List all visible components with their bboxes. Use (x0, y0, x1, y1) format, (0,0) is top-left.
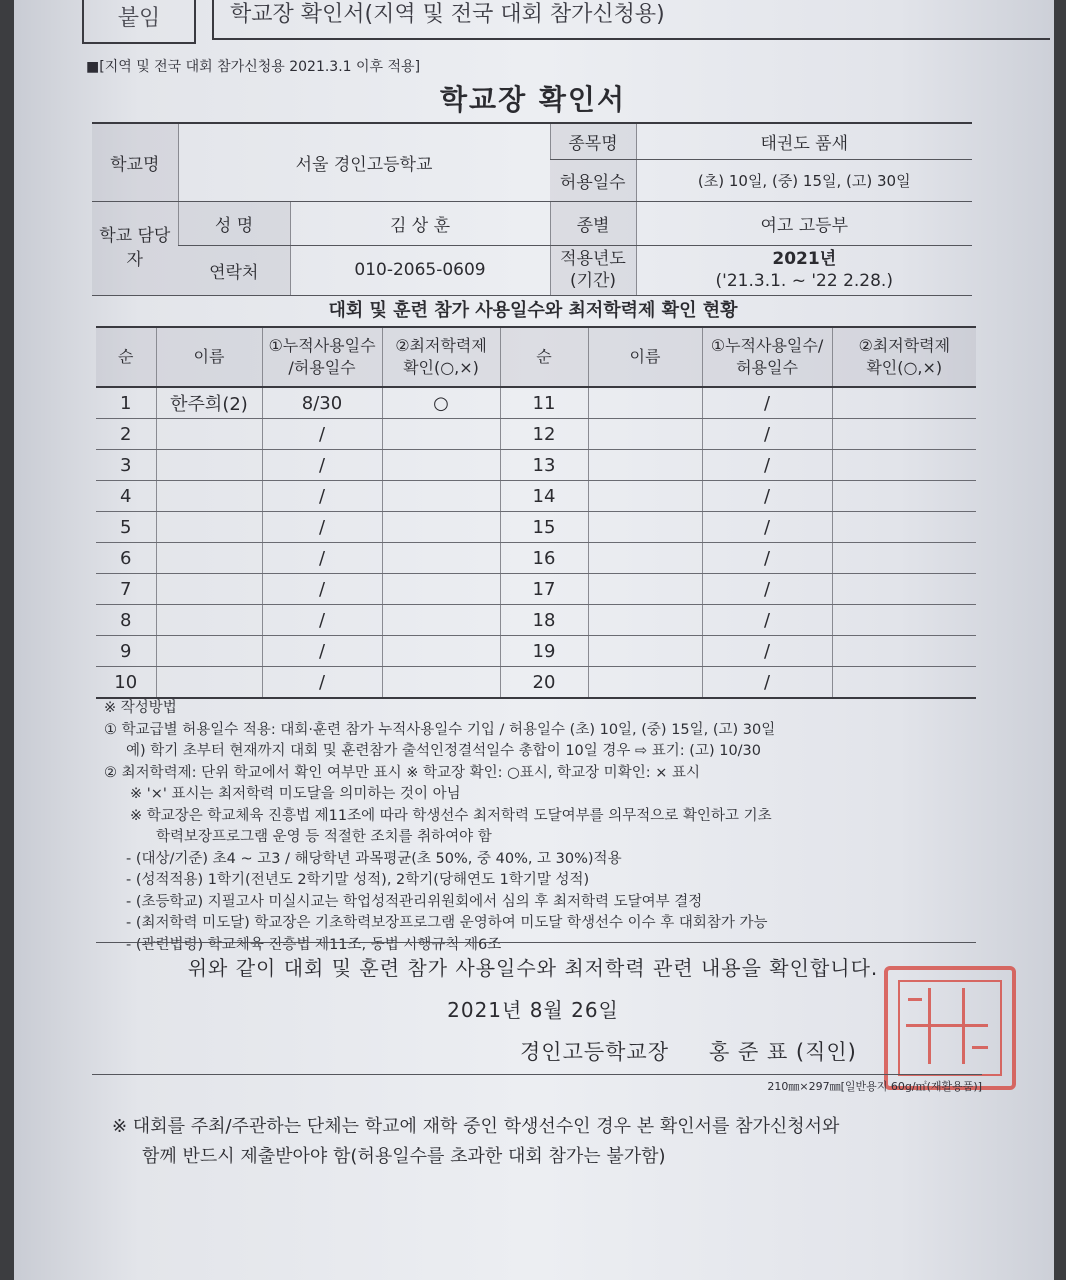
row-no: 8 (96, 605, 156, 636)
row-name-right (588, 481, 702, 512)
note-2-b2: 학력보장프로그램 운영 등 적절한 조치를 취하여야 함 (156, 829, 492, 845)
notes-heading: ※ 작성방법 (104, 700, 177, 716)
row-no: 4 (96, 481, 156, 512)
paper-spec: 210㎜×297㎜[일반용지 60g/㎡(재활용품)] (767, 1080, 982, 1093)
table-row (96, 574, 976, 605)
row-name-right (588, 574, 702, 605)
row-check (382, 419, 500, 450)
row-name-right (588, 450, 702, 481)
row-check (382, 605, 500, 636)
col-check-right-line2: 확인(○,×) (866, 358, 943, 377)
principal-name: 홍 준 표 (709, 1040, 789, 1064)
category-label: 종별 (550, 201, 636, 245)
row-check-right (832, 450, 976, 481)
row-name: 한주희(2) (156, 387, 262, 419)
row-check-right (832, 419, 976, 450)
seal-inner-frame (898, 980, 1002, 1076)
row-days: / (262, 574, 382, 605)
row-name (156, 605, 262, 636)
row-no-right: 17 (500, 574, 588, 605)
detail-2: - (성적적용) 1학기(전년도 2학기말 성적), 2학기(당해연도 1학기말 성적) (126, 872, 590, 888)
row-check (382, 574, 500, 605)
row-no-right: 12 (500, 419, 588, 450)
writing-instructions (104, 698, 984, 956)
allowed-days-label: 허용일수 (550, 159, 636, 201)
col-days-right-line1: ①누적사용일수/ (710, 336, 824, 355)
col-check-right (832, 327, 976, 387)
table-row (96, 636, 976, 667)
category-value: 여고 고등부 (636, 201, 972, 245)
phone-label: 연락처 (178, 245, 290, 295)
row-no: 3 (96, 450, 156, 481)
row-no-right: 19 (500, 636, 588, 667)
school-value: 서울 경인고등학교 (178, 123, 550, 201)
period-value: ('21.3.1. ~ '22 2.28.) (715, 271, 893, 291)
row-days-right: / (702, 481, 832, 512)
section-title: 대회 및 훈련 참가 사용일수와 최저학력제 확인 현황 (328, 300, 738, 321)
row-check-right (832, 512, 976, 543)
row-name (156, 419, 262, 450)
row-name-right (588, 636, 702, 667)
row-name (156, 481, 262, 512)
row-no: 1 (96, 387, 156, 419)
row-check-right (832, 543, 976, 574)
signature-line (520, 1036, 857, 1066)
col-days-line2: /허용일수 (288, 358, 356, 377)
row-days-right: / (702, 512, 832, 543)
row-days: / (262, 419, 382, 450)
row-no-right: 16 (500, 543, 588, 574)
col-days-right-line2: 허용일수 (736, 358, 798, 377)
row-days: / (262, 543, 382, 574)
row-no: 6 (96, 543, 156, 574)
row-no: 9 (96, 636, 156, 667)
table-row (96, 605, 976, 636)
row-no-right: 18 (500, 605, 588, 636)
row-no-right: 13 (500, 450, 588, 481)
event-label: 종목명 (550, 123, 636, 159)
col-days (262, 327, 382, 387)
row-days-right: / (702, 636, 832, 667)
allowed-days-value: (초) 10일, (중) 15일, (고) 30일 (636, 159, 972, 201)
page-title: 학교장 확인서 (439, 83, 627, 116)
row-check-right (832, 481, 976, 512)
col-name-right: 이름 (588, 327, 702, 387)
note-1-example: 예) 학기 초부터 현재까지 대회 및 훈련참가 출석인정결석일수 총합이 10일 경우 ⇨ 표기: (고) 10/30 (126, 743, 762, 759)
confirmation-statement: 위와 같이 대회 및 훈련 참가 사용일수와 최저학력 관련 내용을 확인합니다. (187, 956, 879, 980)
name-label: 성 명 (178, 201, 290, 245)
detail-5: - (관련법령) 학교체육 진흥법 제11조, 동법 시행규칙 제6조 (126, 936, 502, 953)
name-value: 김 상 훈 (290, 201, 550, 245)
col-check-line2: 확인(○,×) (403, 358, 479, 377)
seal-stroke (908, 998, 922, 1001)
detail-3: - (초등학교) 지필고사 미실시교는 학업성적관리위원회에서 심의 후 최저학력 도달여부 결정 (126, 893, 703, 910)
row-name (156, 543, 262, 574)
row-name (156, 667, 262, 699)
form-subtitle: ■[지역 및 전국 대회 참가신청용 2021.3.1 이후 적용] (86, 59, 421, 75)
issue-date: 2021년 8월 26일 (447, 998, 619, 1022)
col-days-line1: ①누적사용일수 (268, 336, 376, 355)
row-name (156, 450, 262, 481)
row-days-right: / (702, 543, 832, 574)
col-name: 이름 (156, 327, 262, 387)
seal-stroke (972, 1046, 988, 1049)
year-value: 2021년 (772, 249, 837, 269)
school-label: 학교명 (92, 123, 178, 201)
row-days: / (262, 512, 382, 543)
row-name (156, 636, 262, 667)
row-name-right (588, 387, 702, 419)
table-row (96, 387, 976, 419)
row-check-right (832, 387, 976, 419)
note-2-a: ※ '×' 표시는 최저학력 미도달을 의미하는 것이 아님 (130, 786, 461, 802)
event-value: 태권도 품새 (636, 123, 972, 159)
year-label: 적용년도 (기간) (550, 245, 636, 295)
row-check (382, 512, 500, 543)
phone-value: 010-2065-0609 (290, 245, 550, 295)
school-info-table (92, 122, 972, 296)
seal-note: (직인) (795, 1040, 857, 1064)
table-row (96, 543, 976, 574)
row-no-right: 15 (500, 512, 588, 543)
attachment-tag: 붙임 (82, 0, 196, 44)
row-no: 7 (96, 574, 156, 605)
note-2: ② 최저학력제: 단위 학교에서 확인 여부만 표시 ※ 학교장 확인: ○표시, 학교장 미확인: × 표시 (104, 764, 700, 781)
row-days: / (262, 481, 382, 512)
row-name (156, 512, 262, 543)
year-cell (636, 245, 972, 295)
row-days-right: / (702, 450, 832, 481)
row-days-right: / (702, 387, 832, 419)
col-check-line1: ②최저학력제 (395, 336, 487, 355)
row-no: 2 (96, 419, 156, 450)
row-days: 8/30 (262, 387, 382, 419)
header-title-strip: 학교장 확인서(지역 및 전국 대회 참가신청용) (212, 0, 1050, 40)
table-row (96, 481, 976, 512)
row-check: ○ (382, 387, 500, 419)
row-name-right (588, 605, 702, 636)
col-no-right: 순 (500, 327, 588, 387)
row-name (156, 574, 262, 605)
detail-1: - (대상/기준) 초4 ~ 고3 / 해당학년 과목평균(초 50%, 중 40%, 고 30%)적용 (126, 850, 622, 867)
bottom-divider (92, 1074, 982, 1075)
col-days-right (702, 327, 832, 387)
contact-group-label: 학교 담당자 (92, 201, 178, 295)
table-row (96, 512, 976, 543)
col-check (382, 327, 500, 387)
row-no: 10 (96, 667, 156, 699)
row-check-right (832, 574, 976, 605)
row-check (382, 543, 500, 574)
table-row (96, 667, 976, 699)
athlete-rows (96, 387, 976, 698)
row-check (382, 450, 500, 481)
row-name-right (588, 419, 702, 450)
submission-note-line2: 함께 반드시 제출받아야 함(허용일수를 초과한 대회 참가는 불가함) (142, 1146, 666, 1167)
divider (96, 942, 976, 943)
row-days-right: / (702, 667, 832, 699)
row-name-right (588, 512, 702, 543)
row-no-right: 20 (500, 667, 588, 699)
row-check (382, 481, 500, 512)
row-check-right (832, 605, 976, 636)
row-name-right (588, 543, 702, 574)
row-check (382, 667, 500, 699)
row-days: / (262, 605, 382, 636)
col-no: 순 (96, 327, 156, 387)
row-no: 5 (96, 512, 156, 543)
row-days: / (262, 450, 382, 481)
row-days-right: / (702, 419, 832, 450)
row-days: / (262, 667, 382, 699)
row-check-right (832, 667, 976, 699)
row-name-right (588, 667, 702, 699)
detail-4: - (최저학력 미도달) 학교장은 기초학력보장프로그램 운영하여 미도달 학생선수 이수 후 대회참가 가능 (126, 915, 768, 931)
note-2-b1: ※ 학교장은 학교체육 진흥법 제11조에 따라 학생선수 최저학력 도달여부를 의무적으로 확인하고 기초 (130, 807, 772, 824)
col-check-right-line1: ②최저학력제 (858, 336, 951, 355)
row-days-right: / (702, 605, 832, 636)
row-days: / (262, 636, 382, 667)
official-seal-stamp (884, 966, 1016, 1090)
athlete-status-table (96, 326, 976, 699)
school-head-title: 경인고등학교장 (520, 1040, 670, 1064)
row-check-right (832, 636, 976, 667)
seal-stroke (906, 1024, 988, 1027)
table-row (96, 419, 976, 450)
submission-note-line1: ※ 대회를 주최/주관하는 단체는 학교에 재학 중인 학생선수인 경우 본 확인서를 참가신청서와 (112, 1116, 840, 1137)
top-header-strip (82, 0, 1032, 44)
row-days-right: / (702, 574, 832, 605)
row-check (382, 636, 500, 667)
submission-note (112, 1112, 839, 1172)
table-row (96, 450, 976, 481)
row-no-right: 11 (500, 387, 588, 419)
note-1: ① 학교급별 허용일수 적용: 대회·훈련 참가 누적사용일수 기입 / 허용일수 (초) 10일, (중) 15일, (고) 30일 (104, 721, 776, 738)
row-no-right: 14 (500, 481, 588, 512)
